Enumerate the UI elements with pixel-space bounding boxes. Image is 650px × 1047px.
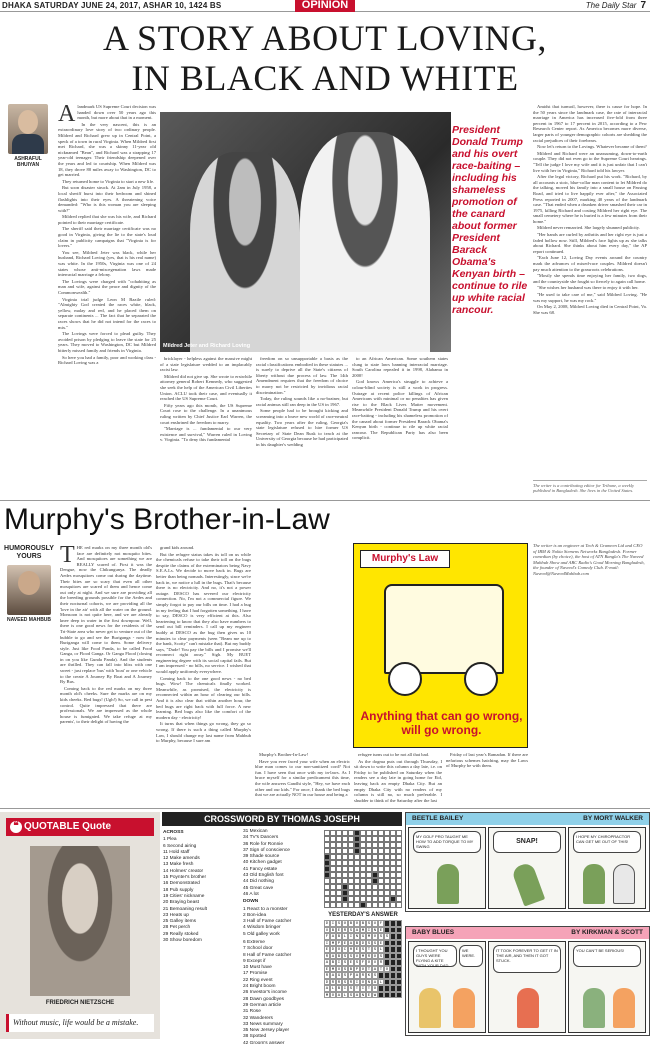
beetle-bailey-strip bbox=[405, 812, 650, 912]
answer-cell: G bbox=[337, 974, 341, 978]
answer-cell: N bbox=[355, 935, 359, 939]
answer-cell: P bbox=[355, 967, 359, 972]
answer-cell: A bbox=[331, 954, 335, 959]
answer-cell: T bbox=[367, 987, 371, 991]
answer-cell: E bbox=[325, 948, 329, 952]
column-badge bbox=[3, 545, 55, 643]
answer-cell: U bbox=[373, 922, 377, 926]
author-box bbox=[4, 104, 52, 184]
section-divider bbox=[0, 500, 650, 501]
answer-cell: A bbox=[325, 961, 329, 965]
answer-cell: S bbox=[343, 974, 347, 978]
author-photo bbox=[8, 104, 48, 154]
crossword-clue: 29 German article bbox=[243, 1002, 282, 1008]
story2-column-3: Murphy's Brother-In-Law! Have you ever faced your wife when an electric blue man comes to our non-sanitized cord? Not fun. I have seen that once with my in-laws. As I brace myself for a similar predicament this time, the wife answers Gandhi style, "Hey, we have each other and our kids." For once, I thank the bed bugs that we are actually NOT in our house and being a bbox=[255, 752, 350, 798]
crossword-clue: 37 Sign of conscience bbox=[243, 847, 290, 853]
answer-cell: M bbox=[325, 993, 329, 998]
answer-cell: T bbox=[379, 967, 383, 972]
answer-cell: D bbox=[331, 948, 335, 952]
answer-cell: B bbox=[337, 954, 341, 959]
answer-cell: I bbox=[331, 922, 335, 926]
crossword-grid[interactable] bbox=[324, 830, 402, 908]
answer-cell: R bbox=[379, 961, 383, 965]
murphys-law-cartoon bbox=[353, 543, 528, 748]
answer-cell: R bbox=[367, 954, 371, 959]
answer-cell: S bbox=[367, 941, 371, 946]
answer-cell: S bbox=[379, 935, 383, 939]
answer-cell: S bbox=[355, 961, 359, 965]
answer-cell: S bbox=[373, 941, 377, 946]
crossword-clue: 12 Make amends bbox=[163, 856, 200, 862]
paper-name: The Daily Star 7 bbox=[585, 0, 646, 11]
crossword-clue: 45 Great cave bbox=[243, 885, 274, 891]
answer-cell: M bbox=[331, 941, 335, 946]
answer-cell: B bbox=[331, 928, 335, 933]
crossword-clue: 29 Really stoked bbox=[163, 931, 199, 937]
comic-header-2: BABY BLUES BY KIRKMAN & SCOTT bbox=[406, 927, 649, 939]
crossword-clue: 14 Holmes' creator bbox=[163, 868, 204, 874]
quote-icon: ❝ bbox=[10, 821, 22, 833]
cart-wheel-left bbox=[388, 662, 422, 696]
comic-panel-5: IT TOOK FOREVER TO GET IT IN THE AIR, AND THEN IT GOT STUCK. bbox=[488, 941, 566, 1033]
answer-cell: F bbox=[325, 935, 329, 939]
answer-cell: A bbox=[325, 987, 329, 991]
author-note: The writer is an engineer at Tech & Grameen Ltd and CEO of IBM & Nokia Siemens Networks Bangladesh. Former comedian (by choice), the host of ATN Bangla's The Naveed Mahbub Show and ABC Radio's Good Morning Bangladesh, the founder of Naveed's Comedy Club. E-mail: Naveed@NaveedMahbub.com bbox=[533, 543, 645, 576]
answer-cell: R bbox=[343, 928, 347, 933]
crossword-clues-col2: 31 Mexican 34 TV's Dancers 36 Role for Ronnie 37 Sign of conscience 39 Shade source 40 Kitchen gadget 41 Fancy estate 43 Old English font 44 Did nothing 45 Great cave 46 A lot DOWN 1 React to a monster 2 Bon-idea 3 Hall of Fame catcher 4 Wisdom bringer 5 Old galley work bbox=[243, 829, 323, 938]
answer-cell: O bbox=[373, 954, 377, 959]
crossword-clue: 20 Braying beast bbox=[163, 900, 200, 906]
story2-column-5: Friday of last year's Ramadan. If there are nefarious schemes hatching, may the Laws of Murphy be with them. bbox=[446, 752, 528, 769]
page-number: 7 bbox=[640, 0, 646, 11]
answer-cell: U bbox=[355, 954, 359, 959]
answer-cell: P bbox=[349, 974, 353, 978]
section-label: OPINION bbox=[295, 0, 355, 12]
crossword-clue: 28 Pet perch bbox=[163, 925, 191, 931]
answer-cell: A bbox=[373, 980, 377, 985]
answer-cell: S bbox=[349, 993, 353, 998]
crossword-down-clues-3 bbox=[243, 940, 323, 1047]
crossword-clue: 31 Rose bbox=[243, 1009, 261, 1015]
answer-cell: S bbox=[349, 954, 353, 959]
comic-panel-6: YOU CAN'T BE SERIOUS! bbox=[568, 941, 646, 1033]
mildred-figure bbox=[190, 152, 300, 352]
crossword-clue: 2 Bon-idea bbox=[243, 912, 267, 918]
article-column-3: freedom on so unsupportable a basis as the racial classifications embodied in these statutes ... is surely to deprive all the State's citizens of liberty without due process of law. The 14th Amendment requires that the freedom of choice to marry not be restricted by invidious racial discrimination." Today, the ruling sounds like a no-brainer, but racial animus still ran deep in the US in 1967. Some people had to be brought kicking and screaming into a brave new world of race-neutral equality. Two years after the ruling, Georgia's state legislature refused to hire former US Secretary of State Dean Rusk to teach at the University of Georgia because he had participated in his daughter's wedding bbox=[256, 356, 348, 447]
answer-cell: E bbox=[367, 993, 371, 998]
yesterdays-answer-title: YESTERDAY'S ANSWER bbox=[328, 912, 398, 918]
answer-cell: B bbox=[361, 922, 365, 926]
answer-cell: I bbox=[337, 961, 341, 965]
answer-cell: S bbox=[367, 922, 371, 926]
answer-cell: U bbox=[373, 961, 377, 965]
crossword-clue: 36 Role for Ronnie bbox=[243, 841, 283, 847]
columnist-photo bbox=[7, 565, 51, 615]
crossword-clue: 26 Investor's income bbox=[243, 990, 287, 996]
nietzsche-portrait bbox=[30, 846, 130, 996]
answer-cell: C bbox=[343, 948, 347, 952]
baby-blues-strip bbox=[405, 926, 650, 1036]
article-column-5: Amidst that turmoil, however, there is cause for hope. In the 50 years since the landmark case, the rate of interracial marriage in America has increased five-fold from three percent in 1967 to 17 percent in 2015, according to a Pew Research Center report. As America becomes more diverse, larger parts of younger demographic cohorts are shedding the racial prejudices of their forebears. Now let's return to the Lovings. Whatever became of them? Mildred and Richard were an unassuming, down-to-earth couple. They did not even go to the Supreme Court hearings. "Tell the judge I love my wife and it is just unfair that I can't live with her in Virginia," Richard told his lawyer. After the legal victory, Richard put his work. "Richard, by all accounts a stoic, blue-collar man content to let Mildred do the talking, moved his family into a small house on Passing Road, and tried to live happily ever after," the Associated Press reported in 2007, marking 40 years of the landmark case. "That ended when a drunken driver smashed their car in 1975, killing Richard and costing Mildred her right eye. The small cemetery where he is buried is a few minutes from their home." Mildred never remarried. She largely shunned publicity. "Her hands are curled by arthritis and her right eye is just a faded hollow now. Still, Mildred's face lights up as she talks about Richard. She thinks about him every day," the AP report continued. "Each June 12, Loving Day events around the country mark the advances of mixed-race couples. Mildred doesn't pay much attention to the grassroots celebrations. "Mostly she spends time enjoying her family, two dogs, and the countryside she fought so fiercely to again call home. "She wishes her husband was there to enjoy it with her. "He used to take care of me," said Mildred Loving. "He was my support, he was my rock." On May 2, 2008, Mildred Loving died in Central Point, Va. She was 68. bbox=[533, 104, 647, 315]
answer-cell: A bbox=[331, 974, 335, 978]
crossword-clue: 19 Cities' nickname bbox=[163, 893, 205, 899]
article-column-1: A landmark US Supreme Court decision was handed down over 50 years ago this month, but more about that in a moment. In the very nascent, this is an extraordinary love story of two ordinary people. Mildred and Richard grew up in Central Point, a speck of a town in rural Virginia. When Mildred first met Richard, she was a skinny 11-year old nicknamed "Bean", and Richard was a strapping 17 year-old teenager. Their friendship deepened over the years and led to courtship. When Mildred was 18, they drove 80 miles away to Washington, DC to get married. They returned home to Virginia to start a new life. But soon disaster struck. At 2am in July 1958, a local sheriff burst into their bedroom and shined flashlights into their eyes. A threatening voice demanded: "Who is this woman you are sleeping with?" Mildred replied that she was his wife, and Richard pointed to their marriage certificate. The sheriff said their marriage certificate was no good in Virginia, giving the lie to the state's loud claim in publicity campaigns that "Virginia is for lovers." You see, Mildred Jeter was black, while her husband, Richard Loving (yes, that is his real name) was white. In the 1950s, Virginia was one of 24 states whose anti-miscegenation laws made interracial marriage a felony. The Lovings were charged with "cohabiting as man and wife, against the peace and dignity of the Commonwealth." Virginia trial judge Leon M Bazile ruled: "Almighty God created the races white, black, yellow, malay and red, and he placed them on separate continents ... The fact that he separated the races shows that he did not intend for the races to mix." The Lovings were forced to plead guilty. They avoided prison by pledging to leave the state for 25 years. They moved to Washington, DC but Mildred bitterly missed family and friends in Virginia. So here you had a family, poor and working class - Richard Loving was a bbox=[58, 104, 156, 366]
answer-cell: A bbox=[355, 974, 359, 978]
answer-cell: M bbox=[331, 967, 335, 972]
answer-cell: I bbox=[367, 928, 371, 933]
author-name: ASHRAFUL BHUIYAN bbox=[14, 156, 42, 168]
cartoon-caption: Anything that can go wrong, will go wrong. bbox=[360, 709, 523, 737]
answer-cell: S bbox=[373, 948, 377, 952]
answer-cell: A bbox=[331, 935, 335, 939]
answer-cell: A bbox=[349, 941, 353, 946]
answer-cell: L bbox=[343, 935, 347, 939]
crossword-cell[interactable] bbox=[396, 902, 402, 908]
answer-cell: I bbox=[343, 987, 347, 991]
answer-cell: M bbox=[361, 954, 365, 959]
answer-cell: E bbox=[379, 928, 383, 933]
answer-cell: B bbox=[337, 987, 341, 991]
article-column-4: to an African American. Some southern states clung to state laws banning interracial marriage. South Carolina repealed it in 1998, Alabama in 2000! God knows America's struggle to achieve a colour-blind society is still a work in progress. Outrage at recent police killings of African Americans with minimal or no penalties has given rise to the Black Lives Matter movement. Meanwhile President Donald Trump and his overt race-baiting - including his shameless promotion of the canard about former President Barack Obama's Kenyan birth - continue to rile up white racial rancour. The Republican Party has also been complicit. bbox=[352, 356, 448, 441]
crossword-clue: 46 A lot bbox=[243, 891, 259, 897]
crossword-clue: 16 Demonstrated bbox=[163, 881, 200, 887]
quote-author: FRIEDRICH NIETZSCHE bbox=[45, 1000, 115, 1006]
lovings-photo bbox=[160, 112, 451, 352]
answer-cell: S bbox=[349, 928, 353, 933]
answer-cell: N bbox=[367, 980, 371, 985]
crossword-clue: 21 Bemoaning result bbox=[163, 906, 207, 912]
cart-wheel-right bbox=[464, 662, 498, 696]
crossword-clue: 4 Wisdom bringer bbox=[243, 925, 281, 931]
richard-figure bbox=[300, 132, 430, 352]
answer-cell: O bbox=[385, 967, 389, 972]
answer-cell: G bbox=[361, 935, 365, 939]
photo-caption: Mildred Jeter and Richard Loving bbox=[163, 343, 251, 349]
answer-cell: E bbox=[379, 941, 383, 946]
dropcap: A bbox=[58, 104, 76, 127]
answer-cell: O bbox=[343, 922, 347, 926]
crossword-clue: 9 Except if bbox=[243, 958, 266, 964]
author-footnote: The writer is a contributing editor for Tribune, a weekly published in Bangladesh. She lives in the United States. bbox=[533, 480, 647, 493]
masthead bbox=[0, 0, 650, 12]
yesterdays-answer-grid bbox=[324, 920, 402, 998]
crossword-clue: 22 Ring event bbox=[243, 977, 273, 983]
comic-header: BEETLE BAILEY BY MORT WALKER bbox=[406, 813, 649, 825]
article-column-2: bricklayer - helpless against the massive might of a state legislature wedded to an implacably racist law. Mildred did not give up. She wrote to erstwhile attorney general Robert Kennedy, who suggested she seek the help of the American Civil Liberties Union. ACLU took their case, and eventually it reached the US Supreme Court. Fifty years ago this month, the US Supreme Court rose to the challenge. In a unanimous ruling written by Chief Justice Earl Warren, the court enshrined the freedom to marry. "Marriage is ... fundamental to our very existence and survival," Warren ruled in Loving v. Virginia. "To deny this fundamental bbox=[160, 356, 252, 443]
crossword-clue: 23 Heats up bbox=[163, 912, 189, 918]
crossword-clue: 44 Did nothing bbox=[243, 879, 274, 885]
answer-cell: E bbox=[325, 967, 329, 972]
crossword-clue: 8 Hall of Fame catcher bbox=[243, 952, 292, 958]
column-title: HUMOROUSLY YOURS bbox=[4, 545, 54, 560]
dateline: DHAKA SATURDAY JUNE 24, 2017, ASHAR 10, 1424 BS bbox=[2, 1, 222, 10]
crossword-clue: 28 Dawn goodbyes bbox=[243, 996, 285, 1002]
answer-cell: O bbox=[361, 980, 365, 985]
answer-cell: A bbox=[355, 993, 359, 998]
speech-1: I THOUGHT YOU GUYS WERE FLYING A KITE WITH YOUR DAD. bbox=[413, 945, 457, 967]
crossword-clue: 17 Promise bbox=[243, 971, 268, 977]
answer-cell: T bbox=[355, 987, 359, 991]
answer-cell: L bbox=[331, 987, 335, 991]
bottom-divider bbox=[0, 808, 650, 809]
crossword-clue: 39 Shade source bbox=[243, 854, 280, 860]
answer-cell: B bbox=[331, 961, 335, 965]
crossword-clue: 38 Spotted bbox=[243, 1034, 267, 1040]
crossword-clue: 40 Kitchen gadget bbox=[243, 860, 282, 866]
answer-cell: S bbox=[343, 980, 347, 985]
answer-cell: O bbox=[373, 935, 377, 939]
crossword-clue: 33 News summary bbox=[243, 1021, 283, 1027]
crossword-clue: 32 Wanderers bbox=[243, 1015, 273, 1021]
story2-column-2: grand kids around. But the refugee status takes its toll on us while the chemicals refuse to take their toll on the bugs despite the claims of the exterminators being Navy S.E.A.Ls. We decide to move back in. Bugs are better than being nomads. Interestingly, since we're back in, we notice a lull in the bugs. That's because there is no electricity. And no, it's not a power outage. DESCO has severed our electricity connection. No, I'm not a commercial figure. We simply forgot to pay our bills on time. I had a bug in my feeling that I had forgotten something. I have to say, DESCO is very efficient at this. Also heartening to know that they also have numbers to send out bill reminders. I call up my engineer buddy at DESCO as the bug then gives us 10 minutes to clear payments (seen "Beam me up to the bank, Scotty" can't mistake that). But my buddy says, "Dude! You pay the bills and I promise we'll reconnect right away." Sigh. My BUET engineering degree with its social capital fails. But I am impressed - no bills, no service. I wished that would apply uniformly everywhere. Coming back to the one good news - no bed bugs. Wow! The chemicals finally worked. Meanwhile, as promised, the electricity is reconnected within an hour of clearing our bills. And it is also clear that within another hour, the bed bugs are right back with full force. A new learning. Bed bugs also like the comfort of the modern day - electricity! It turns that when things go wrong, they go so wrong. If there is such a thing called Murphy's Law, I should change my last name from Mahbub to Murphy, because I sure am bbox=[156, 545, 251, 744]
crossword-clue: 15 Poynter's brother bbox=[163, 875, 207, 881]
comic-panel-1: MY GOLF PRO TAUGHT ME HOW TO ADD TORQUE TO MY SWING bbox=[408, 827, 486, 909]
speech-2: WE WERE. bbox=[459, 945, 483, 967]
answer-cell: I bbox=[361, 987, 365, 991]
crossword-clue: 30 Show boredom bbox=[163, 938, 202, 944]
crossword-clue: 6 Extreme bbox=[243, 940, 265, 945]
dropcap-2: T bbox=[60, 545, 75, 568]
pull-quote: President Donald Trump and his overt race-baiting – including his shameless promotion of the canard about former President Barack Obama's Kenyan birth – continue to rile up white racial rancour. bbox=[452, 124, 528, 316]
answer-cell: S bbox=[379, 954, 383, 959]
answer-cell: E bbox=[355, 948, 359, 952]
answer-cell: L bbox=[343, 993, 347, 998]
crossword-clue: 42 Groom's answer bbox=[243, 1040, 285, 1046]
crossword-across-clues: ACROSS 1 Plea 6 Second airing 11 Hold staff 12 Make amends 13 Make fresh 14 Holmes' creator 15 Poynter's brother 16 Demonstrated 18 Pub supply 19 Cities' nickname 20 Braying beast 21 Bemoaning result 23 Heats up 25 Galley items 28 Pet perch 29 Really stoked 30 Show boredom bbox=[163, 829, 241, 944]
answer-cell: L bbox=[379, 948, 383, 952]
quote-text: Without music, life would be a mistake. bbox=[6, 1014, 154, 1032]
crossword-clue: 25 Galley items bbox=[163, 919, 197, 925]
answer-cell: R bbox=[325, 954, 329, 959]
answer-cell: T bbox=[367, 948, 371, 952]
story2-headline: Murphy's Brother-in-Law bbox=[4, 503, 330, 536]
story2-column-4: refugee turns out to be not all that bad. As the dogma puts out through Thursday, I sit down to write this column a day late, i.e. on Friday to be published on Saturday when the readers see a day late in going home for Eid, leaving back an empty Dhaka City. But an empty Dhaka City with no readers of my column is still no, so much preferable. I shudder to think of the Saturday after the last bbox=[354, 752, 442, 803]
comic-panel-2: SNAP! bbox=[488, 827, 566, 909]
answer-cell: E bbox=[349, 961, 353, 965]
answer-cell: D bbox=[325, 922, 329, 926]
crossword-clue: 3 Hall of Fame catcher bbox=[243, 919, 292, 925]
crossword-clue: 1 Plea bbox=[163, 837, 177, 843]
answer-cell: F bbox=[379, 922, 383, 926]
answer-cell: S bbox=[373, 974, 377, 978]
crossword-clue: 24 Bright boom bbox=[243, 984, 276, 990]
answer-cell: S bbox=[337, 922, 341, 926]
answer-cell: D bbox=[325, 980, 329, 985]
answer-cell: N bbox=[361, 993, 365, 998]
story-headline: A STORY ABOUT LOVING, IN BLACK AND WHITE bbox=[103, 18, 547, 98]
answer-cell: R bbox=[361, 974, 365, 978]
answer-cell: U bbox=[337, 967, 341, 972]
answer-cell: T bbox=[367, 967, 371, 972]
comic-panel-4 bbox=[408, 941, 486, 1033]
crossword-clue: 5 Old galley work bbox=[243, 931, 280, 937]
answer-cell: D bbox=[361, 941, 365, 946]
crossword-clue: 6 Second airing bbox=[163, 843, 197, 849]
crossword-clue: 43 Old English font bbox=[243, 873, 284, 879]
crossword-clue: 10 Must have bbox=[243, 965, 272, 971]
answer-cell: A bbox=[355, 928, 359, 933]
crossword-clue: 41 Fancy estate bbox=[243, 866, 278, 872]
answer-cell: S bbox=[385, 935, 389, 939]
answer-cell: B bbox=[355, 941, 359, 946]
answer-cell: H bbox=[349, 948, 353, 952]
answer-cell: S bbox=[343, 961, 347, 965]
answer-cell: O bbox=[331, 993, 335, 998]
answer-cell: R bbox=[331, 980, 335, 985]
crossword-clue: 35 New Jersey player bbox=[243, 1028, 290, 1034]
answer-cell: K bbox=[367, 974, 371, 978]
answer-cell: I bbox=[325, 941, 329, 946]
answer-cell: R bbox=[325, 974, 329, 978]
answer-cell: W bbox=[373, 993, 377, 998]
story2-column-1: T HE red marks on my three month old's face are definitely not mosquito bites. And mosquitoes are something we are REALLY scared of. First it was the Dengue, now the Chikungunya. The deadly Aedes mosquitoes come out during the daytime. Their bites are so scary that even all other mosquitoes are scared of them and hence come out only at night. And we sure are providing all the breeding grounds possible for the Aedes and their nocturnal cohorts, we are providing all the 'love in the air' with all the water on the ground. Monsoon is not quite here, and we are already knee deep in water in the first downpour. Well, there is one good news for the residents of the Tri-State area who never get to venture out of the bubble to go and see the Buriganga - now the Buriganga will come to them. Some delivery style. Just like Food Panda, to be called Food Ganga, or Flood Ganga. Or Ganga Flood (closing in on you like Gunda Panda). And the students are thrilled. They can fall into bliss with one sweet - just replace 'bus' with 'boat' or one vehicle to the create A Journey By Boat and A Journey By Bus. Coming back to the red marks on my three month old's cheeks. Sure the marks are on my kids cheeks. Bed bugs! (Ugh!) So, we call in pest control. Quite impressed that there are professionals. We are impressed as the whole house is fumigated. We take refuge at my parents', to their delight of having the bbox=[60, 545, 152, 725]
answer-cell: A bbox=[373, 967, 377, 972]
answer-cell: N bbox=[373, 928, 377, 933]
crossword-title: CROSSWORD BY THOMAS JOSEPH bbox=[162, 812, 402, 826]
cart-illustration bbox=[384, 584, 504, 674]
answer-cell: S bbox=[349, 987, 353, 991]
cartoon-title: Murphy's Law bbox=[360, 550, 450, 568]
answer-cell: U bbox=[325, 928, 329, 933]
answer-cell: L bbox=[379, 980, 383, 985]
comic-panel-3: I HOPE MY CHIROPRACTOR CAN GET ME OUT OF THIS! bbox=[568, 827, 646, 909]
answer-cell: O bbox=[373, 987, 377, 991]
answer-cell bbox=[396, 992, 402, 999]
crossword-clue: 11 Hold staff bbox=[163, 849, 190, 855]
crossword-clue: 1 React to a monster bbox=[243, 906, 288, 912]
quotable-quote-panel bbox=[0, 812, 160, 1039]
answer-cell: B bbox=[349, 922, 353, 926]
answer-cell: A bbox=[337, 993, 341, 998]
quote-header: ❝ QUOTABLE Quote bbox=[6, 818, 154, 836]
answer-cell: I bbox=[355, 980, 359, 985]
answer-cell: O bbox=[367, 961, 371, 965]
answer-cell: O bbox=[337, 948, 341, 952]
answer-cell: F bbox=[361, 961, 365, 965]
answer-cell: O bbox=[361, 967, 365, 972]
crossword-clue: 31 Mexican bbox=[243, 829, 268, 834]
answer-cell: P bbox=[337, 941, 341, 946]
answer-cell: S bbox=[343, 967, 347, 972]
crossword-clue: 13 Make fresh bbox=[163, 862, 194, 868]
answer-cell: S bbox=[361, 948, 365, 952]
crossword-clue: 7 School door bbox=[243, 946, 273, 952]
answer-cell: I bbox=[349, 935, 353, 939]
answer-cell: E bbox=[337, 928, 341, 933]
columnist-name: NAVEED MAHBUB bbox=[6, 617, 52, 623]
answer-cell: R bbox=[337, 980, 341, 985]
answer-cell: M bbox=[361, 928, 365, 933]
answer-cell: E bbox=[343, 941, 347, 946]
answer-cell: B bbox=[349, 967, 353, 972]
crossword-clue: 34 TV's Dancers bbox=[243, 835, 279, 841]
answer-cell: S bbox=[343, 954, 347, 959]
answer-cell: R bbox=[349, 980, 353, 985]
answer-cell: O bbox=[355, 922, 359, 926]
answer-cell: B bbox=[337, 935, 341, 939]
answer-cell: M bbox=[367, 935, 371, 939]
crossword-clue: 18 Pub supply bbox=[163, 887, 194, 893]
